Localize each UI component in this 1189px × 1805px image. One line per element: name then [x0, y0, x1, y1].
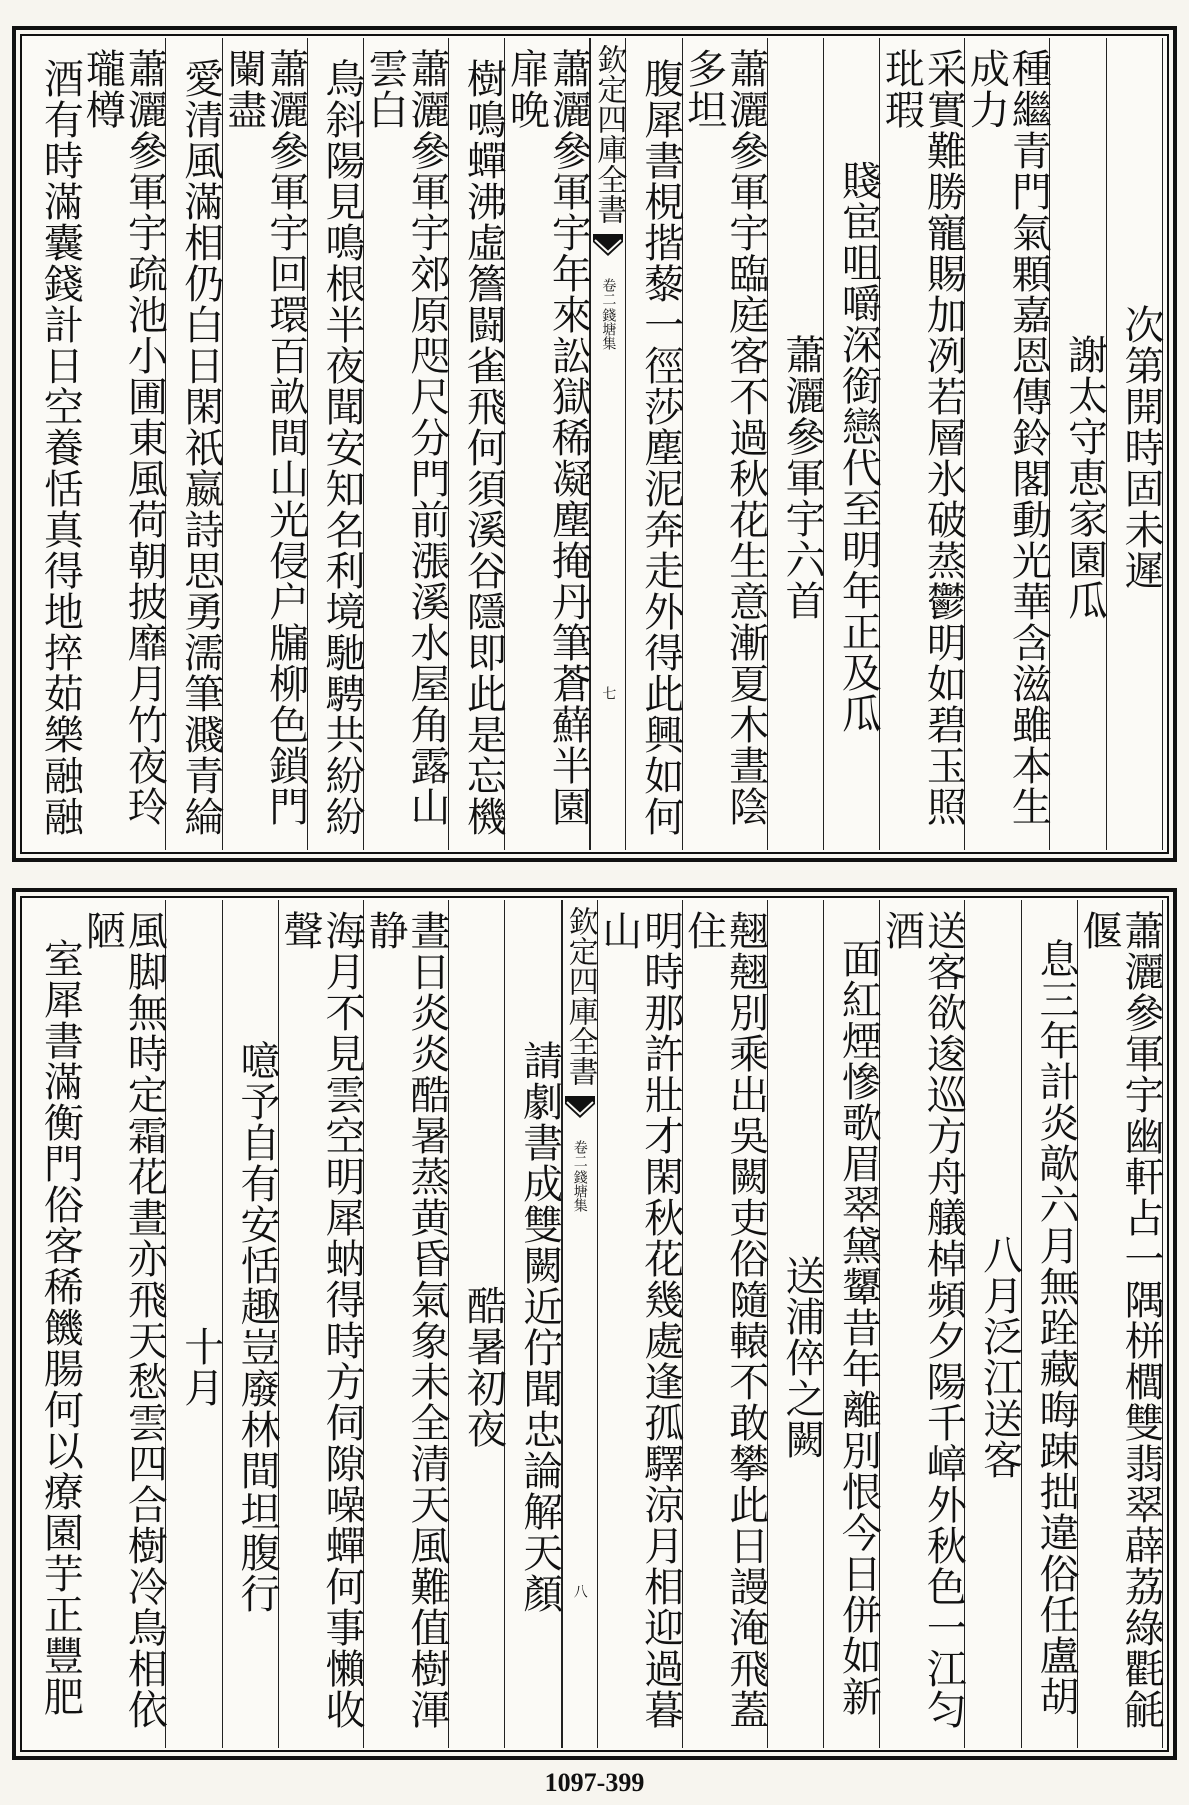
text-column: [880, 38, 965, 850]
column-text: 蕭灑參軍宇幽軒占一隅栟櫚雙翡翠薜荔綠氍毹偃: [1076, 910, 1164, 1730]
text-column: [26, 900, 84, 1748]
column-text: 蕭灑參軍宇臨庭客不過秋花生意漸夏木晝陰多坦: [680, 48, 769, 827]
center-fold-column: [590, 38, 626, 850]
poem-title: 蕭灑參軍宇六首: [779, 333, 826, 621]
text-column: [680, 900, 769, 1748]
text-column: [1107, 38, 1163, 850]
poem-title-column: [1050, 38, 1106, 850]
column-text: 蕭灑參軍宇回環百畝間山光侵户牖柳色鎖門闌盡: [220, 48, 309, 827]
column-text: 明時那許壯才閑秋花幾處逢孤驛涼月相迎過暮山: [595, 910, 684, 1730]
poem-title: 謝太守恵家園瓜: [1061, 333, 1108, 621]
volume-label: 卷二: [600, 278, 617, 306]
text-column: [81, 38, 166, 850]
text-column: [223, 900, 279, 1748]
page-reference-number: 1097-399: [544, 1768, 645, 1797]
poem-title-column: [768, 38, 824, 850]
column-text: 蕭灑參軍宇年來訟獄稀凝塵掩丹筆蒼蘚半園扉晚: [503, 48, 592, 827]
text-column: [824, 900, 880, 1748]
column-text: 請劇書成雙闕近佇聞忠論解天顏: [516, 1040, 563, 1614]
book-name: 錢塘集: [600, 308, 617, 350]
column-text: 愛清風滿相仍白日閑祇嬴詩思勇濡筆濺青綸: [177, 57, 224, 837]
text-column: [81, 900, 166, 1748]
column-text: 風脚無時定霜花晝亦飛天愁雲四合樹冷鳥相依陋: [79, 910, 168, 1730]
column-text: 面紅煙慘歌眉翠黛顰昔年離別恨今日併如新: [835, 937, 882, 1717]
column-text: 蕭灑參軍宇疏池小圃東風荷朝披靡月竹夜玲瓏樽: [79, 48, 168, 827]
column-text: 室犀書滿衡門俗客稀饑腸何以療園芋正豐肥: [37, 937, 84, 1717]
column-text: 蕭灑參軍宇郊原咫尺分門前漲溪水屋角露山雲白: [362, 48, 451, 827]
column-text: 腹犀書梘揩藜一徑莎塵泥奔走外得此興如何: [637, 57, 684, 837]
text-column: [824, 38, 880, 850]
column-text: 噫予自有安恬趣豈廢林間坦腹行: [234, 1040, 281, 1614]
collection-title: 欽定四庫全書: [591, 44, 627, 224]
center-fold-column: [562, 900, 598, 1748]
text-column: [26, 38, 84, 850]
book-meta: [570, 1140, 590, 1212]
top-page: [12, 26, 1177, 862]
poem-title: 酷暑初夜: [460, 1285, 507, 1449]
column-text: 晝日炎炎酷暑蒸黄昏氣象未全清天風難值樹渾静: [362, 910, 451, 1730]
text-column: [505, 900, 561, 1748]
column-text: 翹翹別乘出吳闕吏俗隨轅不敢攀此日謾淹飛蓋住: [680, 910, 769, 1730]
text-column: [680, 38, 769, 850]
text-column: [449, 38, 505, 850]
text-column: [1078, 900, 1163, 1748]
fish-tail-icon: [591, 232, 625, 272]
text-column: [220, 38, 309, 850]
text-column: [166, 38, 222, 850]
book-name: 錢塘集: [571, 1170, 588, 1212]
text-column: [279, 900, 364, 1748]
text-column: [308, 38, 364, 850]
fish-tail-icon: [563, 1094, 597, 1134]
column-text: 采實難勝寵賜加冽若層氷破蒸鬱明如碧玉照玭瑕: [878, 48, 967, 827]
book-meta: [598, 278, 618, 350]
poem-title-column: [965, 900, 1021, 1748]
text-column: [595, 900, 684, 1748]
text-column: [364, 38, 449, 850]
poem-title: 送浦倅之闕: [779, 1254, 826, 1460]
poem-title-column: [166, 900, 222, 1748]
text-column: [505, 38, 590, 850]
leaf-number: 七: [600, 686, 617, 700]
text-column: [1022, 900, 1078, 1748]
volume-label: 卷二: [571, 1140, 588, 1168]
column-text: 樹鳴蟬沸虛簷闘雀飛何須溪谷隱即此是忘機: [460, 57, 507, 837]
column-text: 海月不見雲空明犀蚋得時方伺隙噪蟬何事懶收聲: [277, 910, 366, 1730]
collection-title: 欽定四庫全書: [562, 906, 598, 1086]
bottom-page: [12, 888, 1177, 1760]
poem-title-column: [449, 900, 505, 1748]
leaf-number: 八: [571, 1584, 588, 1598]
text-column: [626, 38, 682, 850]
column-text: 次第開時固未遲: [1118, 303, 1164, 591]
column-text: 息三年計炎歊六月無跧藏晦踈拙違俗任盧胡: [1033, 937, 1079, 1717]
column-text: 送客欲逡巡方舟艤棹頻夕陽千嶂外秋色一江匀酒: [878, 910, 967, 1730]
column-text: 鳥斜陽見鳴根半夜聞安知名利境馳騁共紛紛: [319, 57, 366, 837]
poem-title-column: [768, 900, 824, 1748]
column-text: 種繼青門氣顆嘉恩傳鈴閣動光華含滋雖本生成力: [963, 48, 1052, 827]
text-column: [965, 38, 1050, 850]
column-text: 賤宦咀嚼深銜戀代至明年正及瓜: [835, 160, 882, 734]
poem-title: 十月: [177, 1326, 224, 1408]
column-text: 酒有時滿囊錢計日空養恬真得地捽茹樂融融: [37, 57, 84, 837]
text-column: [364, 900, 449, 1748]
text-column: [880, 900, 965, 1748]
poem-title: 八月泛江送客: [976, 1234, 1023, 1480]
